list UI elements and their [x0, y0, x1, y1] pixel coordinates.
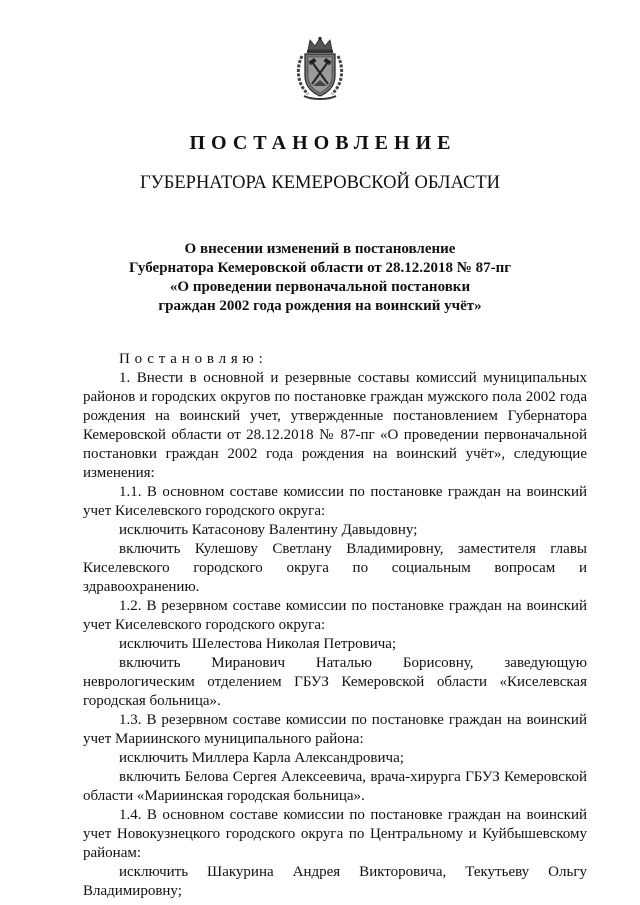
paragraph-1: 1. Внести в основной и резервные составы комиссий муниципальных районов и городских округов по постановке граждан мужского пола 2002 года рождения на воинский учет, утвержденные постановлением Губернатора Кемеровской области от 28.12.2018 № 87-пг «О проведении первоначальной постановки граждан 2002 года рождения на воинский учёт», следующие изменения: — [83, 370, 587, 481]
subject-line: О внесении изменений в постановление — [184, 241, 456, 257]
paragraph-exclude: исключить Шелестова Николая Петровича; — [119, 636, 397, 652]
paragraph-1-4: 1.4. В основном составе комиссии по постановке граждан на воинский учет Новокузнецкого городского округа по Центральному и Куйбышевскому районам: — [83, 807, 587, 861]
paragraph-exclude: исключить Шакурина Андрея Викторовича, Текутьеву Ольгу Владимировну; — [83, 864, 587, 899]
paragraph-exclude: исключить Катасонову Валентину Давыдовну; — [119, 522, 418, 538]
subject-line: Губернатора Кемеровской области от 28.12.2018 № 87-пг — [128, 260, 512, 276]
subject-line: граждан 2002 года рождения на воинский учёт» — [158, 298, 482, 314]
paragraph-include: включить Кулешову Светлану Владимировну, заместителя главы Киселевского городского округа по социальным вопросам и здравоохранению. — [83, 541, 587, 595]
paragraph-1-2: 1.2. В резервном составе комиссии по постановке граждан на воинский учет Киселевского городского округа: — [83, 598, 587, 633]
document-title: ПОСТАНОВЛЕНИЕ — [189, 132, 457, 154]
subject-line: «О проведении первоначальной постановки — [169, 279, 471, 295]
decree-word: Постановляю: — [119, 351, 268, 367]
paragraph-include: включить Белова Сергея Алексеевича, врача-хирурга ГБУЗ Кемеровской области «Мариинская городская больница». — [83, 769, 587, 804]
document-body — [83, 350, 587, 901]
paragraph-1-1: 1.1. В основном составе комиссии по постановке граждан на воинский учет Киселевского городского округа: — [83, 484, 587, 519]
paragraph-1-3: 1.3. В резервном составе комиссии по постановке граждан на воинский учет Мариинского муниципального района: — [83, 712, 587, 747]
coat-of-arms-emblem — [294, 36, 346, 102]
document-subject — [60, 240, 580, 316]
document-subtitle: ГУБЕРНАТОРА КЕМЕРОВСКОЙ ОБЛАСТИ — [139, 173, 501, 193]
paragraph-include: включить Миранович Наталью Борисовну, заведующую неврологическим отделением ГБУЗ Кемеровской области «Киселевская городская больница». — [83, 655, 587, 709]
paragraph-exclude: исключить Миллера Карла Александровича; — [119, 750, 404, 766]
